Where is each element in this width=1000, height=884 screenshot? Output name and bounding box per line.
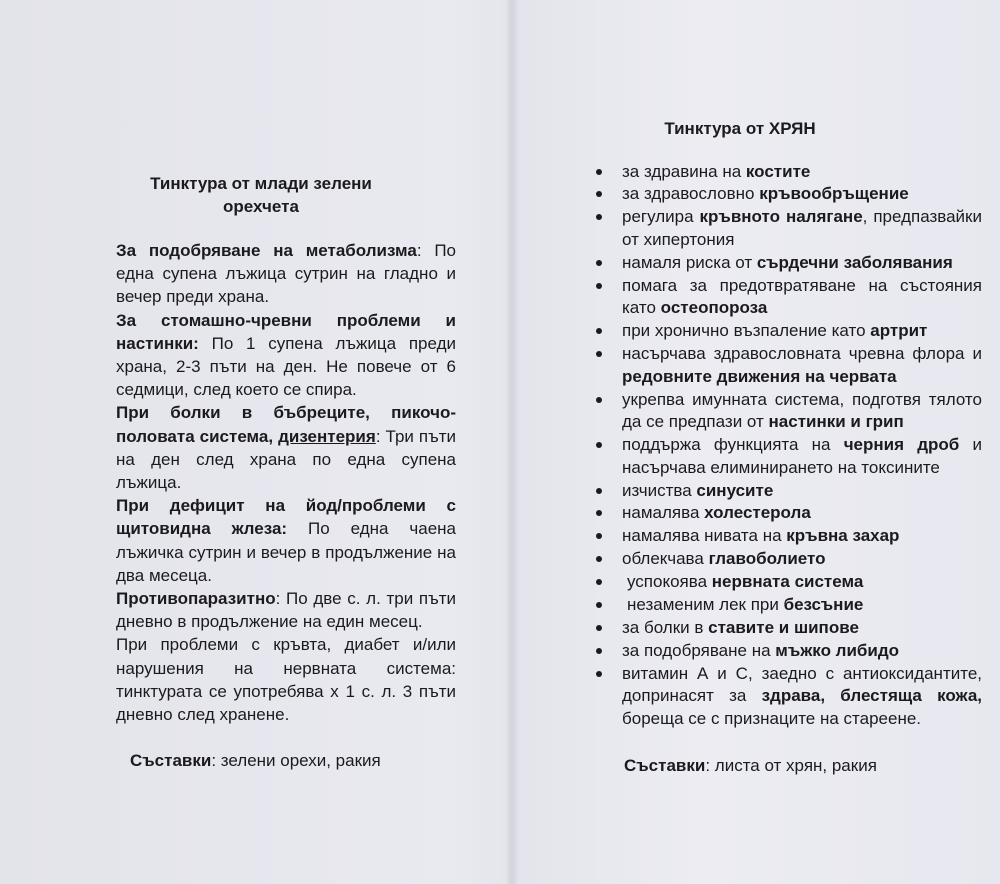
list-item: витамин А и С, заедно с антиоксидантите, допринасят за здрава, блестяща кожа, бореща се с признаците на стареене. xyxy=(592,663,982,731)
walnut-tincture-title: Тинктура от млади зелени орехчета xyxy=(150,174,372,216)
list-item: изчиства синусите xyxy=(592,480,982,503)
walnut-tincture-column xyxy=(116,172,456,772)
benefits-list xyxy=(592,161,982,731)
horseradish-tincture-column xyxy=(592,118,982,777)
list-item: укрепва имунната система, подготвя тялото да се предпази от настинки и грип xyxy=(592,389,982,434)
list-item: при хронично възпаление като артрит xyxy=(592,320,982,343)
list-item: поддържа функцията на черния дроб и насърчава елиминирането на токсините xyxy=(592,434,982,479)
list-item: за здравословно кръвообръщение xyxy=(592,183,982,206)
list-item: помага за предотвратяване на състояния като остеопороза xyxy=(592,275,982,320)
horseradish-ingredients: Съставки: листа от хрян, ракия xyxy=(624,755,877,775)
list-item: облекчава главоболието xyxy=(592,548,982,571)
list-item: за подобряване на мъжко либидо xyxy=(592,640,982,663)
gastro-section: За стомашно-чревни проблеми и настинки: По 1 супена лъжица преди храна, 2-3 пъти на ден. Не повече от 6 седмици, след което се спира. xyxy=(116,310,456,400)
list-item: незаменим лек при безсъние xyxy=(592,594,982,617)
list-item: намалява нивата на кръвна захар xyxy=(592,525,982,548)
list-item: намаля риска от сърдечни заболявания xyxy=(592,252,982,275)
list-item: успокоява нервната система xyxy=(592,571,982,594)
list-item: насърчава здравословната чревна флора и редовните движения на червата xyxy=(592,343,982,388)
list-item: за болки в ставите и шипове xyxy=(592,617,982,640)
kidney-section: При болки в бъбреците, пикочо-половата система, дизентерия: Три пъти на ден след храна по една супена лъжица. xyxy=(116,403,456,493)
metabolism-section: За подобряване на метаболизма: По една супена лъжица сутрин на гладно и вечер преди храна. xyxy=(116,241,457,307)
page-fold xyxy=(505,0,519,884)
list-item: за здравина на костите xyxy=(592,161,982,184)
list-item: регулира кръвното налягане, предпазвайки от хипертония xyxy=(592,206,982,251)
antiparasitic-section: Противопаразитно: По две с. л. три пъти дневно в продължение на един месец. xyxy=(116,589,456,632)
walnut-ingredients: Съставки: зелени орехи, ракия xyxy=(130,751,381,771)
iodine-section: При дефицит на йод/проблеми с щитовидна жлеза: По една чаена лъжичка сутрин и вечер в продължение на два месеца. xyxy=(116,496,457,585)
list-item: намалява холестерола xyxy=(592,502,982,525)
horseradish-tincture-title: Тинктура от ХРЯН xyxy=(664,119,816,138)
blood-section: При проблеми с кръвта, диабет и/или нарушения на нервната система: тинктурата се употребява х 1 с. л. 3 пъти дневно след хранене. xyxy=(116,635,456,725)
